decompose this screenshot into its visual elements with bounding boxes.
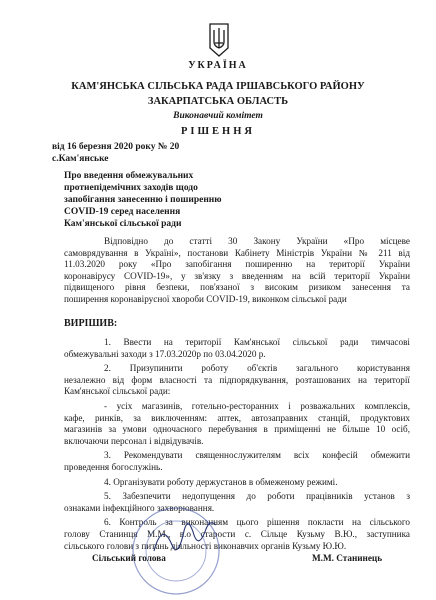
resolution-item-line: 6. Контроль за виконанням цього рішення покласти на сільського: [104, 517, 410, 528]
region-title: ЗАКАРПАТСЬКА ОБЛАСТЬ: [147, 96, 289, 107]
subject-line: запобігання занесенню і поширенню: [64, 195, 222, 205]
resolution-item-line: магазинів за умови одночасного перебування в приміщенні не більше 10 осіб,: [64, 424, 410, 435]
resolution-item-line: 2. Призупинити роботу об'єктів загального користування: [104, 363, 410, 374]
document-type-title: РІШЕННЯ: [181, 126, 255, 137]
resolution-item-line: незалежно від форм власності та підпорядкування, розташованих на території: [64, 374, 410, 385]
resolution-item-line: включаючи персонал і відвідувачів.: [64, 435, 204, 446]
resolution-item-line: - усіх магазинів, готельно-ресторанних і розважальних комплексів,: [104, 400, 410, 411]
resolution-item-line: обмежувальні заходи з 17.03.2020р по 03.04.2020 р.: [64, 348, 266, 359]
preamble-line: поширення коронавірусної хвороби COVID-19, виконком сільської ради: [64, 293, 347, 304]
subject-block: [64, 170, 264, 230]
resolution-items: [64, 337, 410, 552]
date-number: від 16 березня 2020 року № 20: [52, 142, 180, 152]
trident-emblem-icon: [208, 22, 230, 58]
committee-title: Виконавчий комітет: [173, 111, 263, 121]
resolution-item-line: проведення богослужінь.: [64, 461, 163, 472]
resolution-item-line: кафе, ринків, за виключенням: аптек, автозаправних станцій, продуктових: [64, 412, 410, 423]
resolution-item-line: 3. Рекомендувати священнослужителям всіх конфесій обмежити: [104, 450, 410, 461]
resolved-label: ВИРІШИВ:: [64, 318, 118, 329]
subject-line: Кам'янської сільської ради: [64, 219, 182, 229]
preamble-line: самоврядування в Україні», постанови Кабінету Міністрів України № 211 від: [64, 247, 410, 258]
preamble-line: підвищеного рівня безпеки, пов'язаної з високим ризиком занесення та: [64, 282, 410, 293]
subject-line: COVID-19 серед населення: [64, 207, 181, 217]
subject-line: Про введення обмежувальних: [64, 171, 194, 181]
resolution-item-line: сільського голови з питань діяльності виконавчих органів Кузьму Ю.Ю.: [64, 540, 347, 551]
preamble-line: коронавірусу COVID-19», у зв'язку з введенням на всій території України: [64, 270, 410, 281]
preamble-line: 11.03.2020 року «Про запобігання поширенню на території України: [64, 259, 410, 270]
resolution-item-line: 1. Ввести на території Кам'янської сільської ради тимчасові: [104, 337, 410, 347]
place: с.Кам'янське: [52, 154, 109, 164]
preamble-line: Відповідно до статті 30 Закону України «Про місцеве: [104, 236, 410, 246]
resolution-item-line: 4. Організувати роботу держустанов в обмеженому режимі.: [104, 476, 338, 487]
resolution-item-line: 5. Забезпечити недопущення до роботи працівників установ з: [104, 491, 410, 502]
signatory-title: Сільський голова: [92, 553, 166, 563]
country-title: УКРАЇНА: [188, 60, 248, 71]
resolution-item-line: ознаками інфекційного захворювання.: [64, 502, 215, 513]
resolution-item-line: голову Станинця М.М., в.о старости с. Сільце Кузьму В.Ю., заступника: [64, 528, 410, 539]
signatory-name: М.М. Станинець: [312, 553, 383, 563]
council-title: КАМ'ЯНСЬКА СІЛЬСЬКА РАДА ІРШАВСЬКОГО РАЙОНУ: [71, 81, 365, 92]
subject-line: протиепідемічних заходів щодо: [64, 183, 198, 193]
resolution-item-line: Кам'янської сільської ради:: [64, 386, 171, 397]
preamble-paragraph: [64, 236, 410, 306]
